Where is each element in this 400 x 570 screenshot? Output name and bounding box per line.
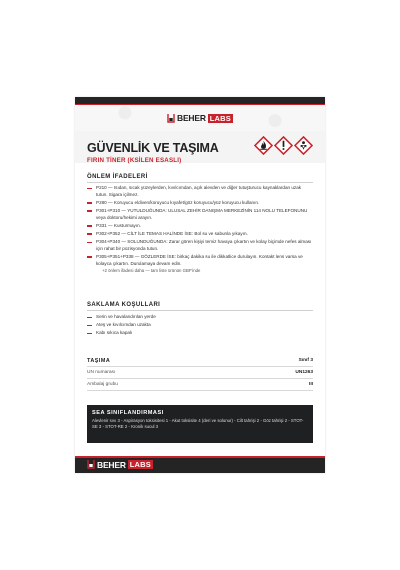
brand-name: BEHER (97, 459, 126, 470)
exclamation-icon (274, 136, 293, 155)
brand-row (75, 105, 325, 131)
list-item: Serin ve havalandırılan yerde (87, 314, 313, 321)
brand-tag: LABS (129, 460, 151, 469)
sea-text: Alevlenir sıvı 3 - Aspirasyon toksisitesi 1 - Akut toksisite 4 (deri ve solunur) - Cilt tahrişi 2 - Göz tahrişi 2 - STOT-SE 3 - STOT-RE 2 - Kronik sucul 3 (92, 418, 304, 429)
sea-classification-box (87, 405, 313, 443)
list-item: Kabı sıkıca kapalı (87, 330, 313, 337)
list-item: P210 — Isıdan, sıcak yüzeylerden, kıvılcımdan, açık alevden ve diğer tutuşturucu kaynaklardan uzak tutun. Sigara içilmez. (87, 185, 313, 198)
beaker-icon (167, 114, 175, 123)
storage-heading: SAKLAMA KOŞULLARI (87, 302, 313, 311)
list-item: Ateş ve kıvılcımdan uzakta (87, 322, 313, 329)
document-page (75, 97, 325, 473)
precautions-heading: ÖNLEM İFADELERİ (87, 174, 313, 183)
top-bar (75, 97, 325, 105)
list-item: P331 — Kusturmayın. (87, 223, 313, 230)
transport-class: Sınıf 3 (298, 358, 313, 363)
footer-bar (75, 456, 325, 473)
brand-tag: LABS (209, 113, 231, 123)
precautions-section (87, 174, 313, 273)
table-row (87, 355, 313, 367)
list-item: P301+P310 — YUTULDUĞUNDA: ULUSAL ZEHİR DANIŞMA MERKEZİNİN 114 NOLU TELEFONUNU veya doktoru/hekimi arayın. (87, 208, 313, 221)
health-hazard-icon (294, 136, 313, 155)
list-item: P280 — Koruyucu eldiven/koruyucu kıyafet/göz koruyucu/yüz koruyucu kullanın. (87, 200, 313, 207)
product-subtitle: FIRIN TİNER (KSİLEN ESASLI) (87, 157, 182, 164)
sea-heading: SEA SINIFLANDIRMASI (92, 410, 164, 416)
footer-brand-logo (87, 460, 153, 470)
page-title: GÜVENLİK VE TAŞIMA (87, 141, 219, 155)
table-row: UN numarası UN1263 (87, 367, 313, 379)
list-item: P304+P340 — SOLUNDUĞUNDA: Zarar gören kişiyi temiz havaya çıkartın ve kolay biçimde nefes alması için rahat bir pozisyonda tutun. (87, 239, 313, 252)
ghs-pictograms (254, 136, 313, 155)
flame-icon (254, 136, 273, 155)
list-item: P302+P352 — CİLT İLE TEMAS HALİNDE İSE: Bol su ve sabunla yıkayın. (87, 231, 313, 238)
transport-heading: TAŞIMA (87, 357, 111, 364)
more-statements-note: +2 önlem ifadesi daha — tam liste ürünün GBF'inde (102, 268, 201, 274)
storage-section (87, 302, 313, 337)
brand-logo (167, 113, 233, 123)
list-item: P305+P351+P338 — GÖZLERDE İSE: birkaç dakika su ile dikkatlice durulayın. Kontakt lens varsa ve kolayca çıkartın. Durulamaya devam edin. (87, 254, 313, 267)
table-row: Ambalaj grubu III (87, 379, 313, 391)
transport-table (87, 355, 313, 391)
header (75, 105, 325, 163)
brand-name: BEHER (177, 113, 206, 123)
beaker-icon (87, 460, 95, 469)
